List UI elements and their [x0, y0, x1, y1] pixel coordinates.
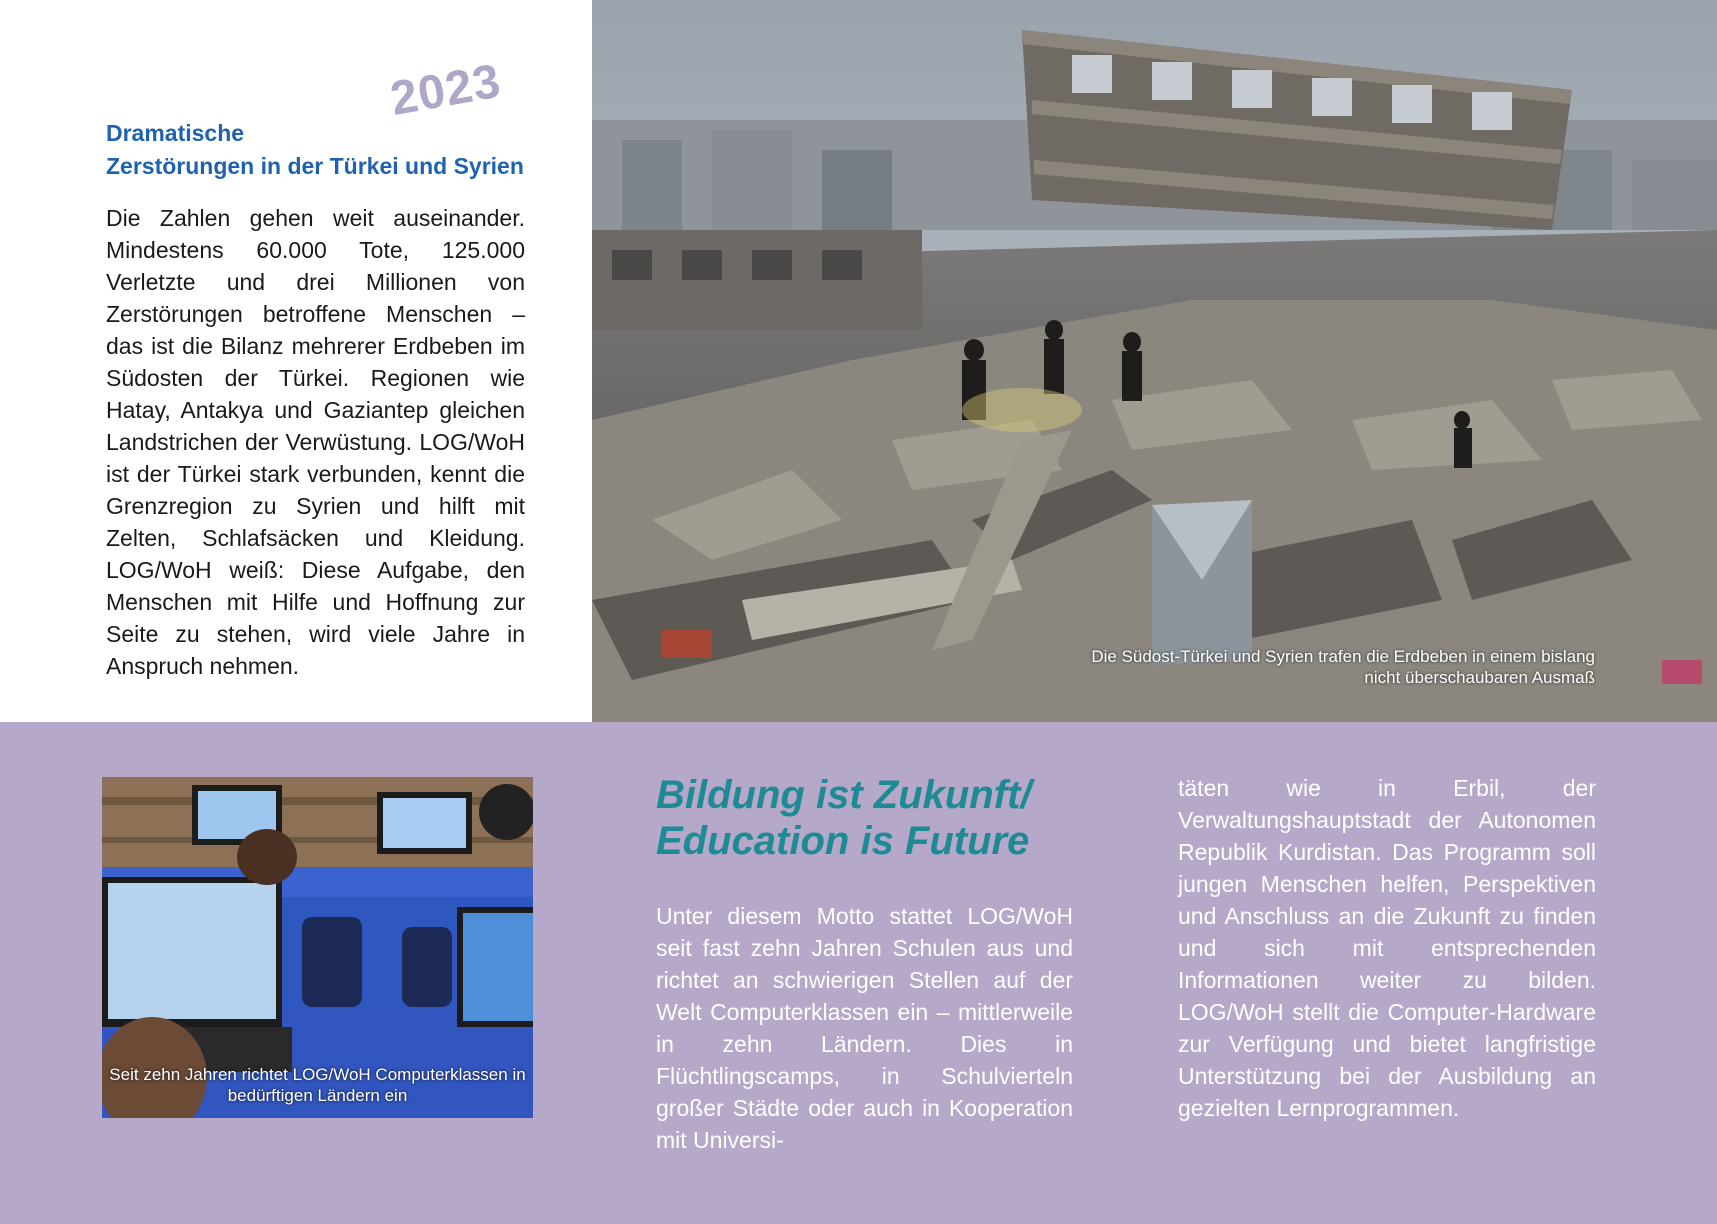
earthquake-photo-illustration	[592, 0, 1717, 722]
education-body-column-1: Unter diesem Motto stattet LOG/WoH seit fast zehn Jahren Schulen aus und richtet an schwierigen Stellen auf der Welt Computerklassen ein – mittlerweile in zehn Ländern. Dies in Flüchtlingscamps, in Schulvierteln großer Städte oder auch in Kooperation mit Universi-	[656, 903, 1073, 1153]
year-label: 2023	[386, 54, 505, 127]
article-body: Die Zahlen gehen weit auseinander. Mindestens 60.000 Tote, 125.000 Verletzte und drei Millionen von Zerstörungen betroffene Menschen – das ist die Bilanz mehrerer Erdbeben im Südosten der Türkei. Regionen wie Hatay, Antakya und Gaziantep gleichen Landstrichen der Verwüstung. LOG/WoH ist der Türkei stark verbunden, kennt die Grenzregion zu Syrien und hilft mit Zelten, Schlafsäcken und Kleidung. LOG/WoH weiß: Diese Aufgabe, den Menschen mit Hilfe und Hoffnung zur Seite zu stehen, wird viele Jahre in Anspruch nehmen.	[106, 205, 525, 679]
computer-class-caption: Seit zehn Jahren richtet LOG/WoH Computerklassen in bedürftigen Ländern ein	[109, 1065, 526, 1105]
education-section	[0, 722, 1717, 1224]
top-article	[0, 0, 592, 722]
headline-line-1: Dramatische	[106, 120, 245, 146]
earthquake-photo	[592, 0, 1717, 722]
article-headline	[106, 117, 546, 183]
education-title-line-1: Bildung ist Zukunft/	[656, 773, 1032, 817]
headline-line-2: Zerstörungen in der Türkei und Syrien	[106, 153, 524, 179]
earthquake-photo-caption: Die Südost-Türkei und Syrien trafen die Erdbeben in einem bislang nicht überschaubaren Ausmaß	[1091, 647, 1595, 687]
education-title-line-2: Education is Future	[656, 819, 1030, 863]
education-body-column-2: täten wie in Erbil, der Verwaltungshauptstadt der Autonomen Republik Kurdistan. Das Programm soll jungen Menschen helfen, Perspektiven und Anschluss an die Zukunft zu finden und sich mit entsprechenden Informationen weiter zu bilden. LOG/WoH stellt die Computer-Hardware zur Verfügung und bietet langfristige Unterstützung bei der Ausbildung an gezielten Lernprogrammen.	[1178, 775, 1596, 1121]
education-title	[656, 772, 1076, 864]
computer-class-photo	[102, 777, 533, 1118]
